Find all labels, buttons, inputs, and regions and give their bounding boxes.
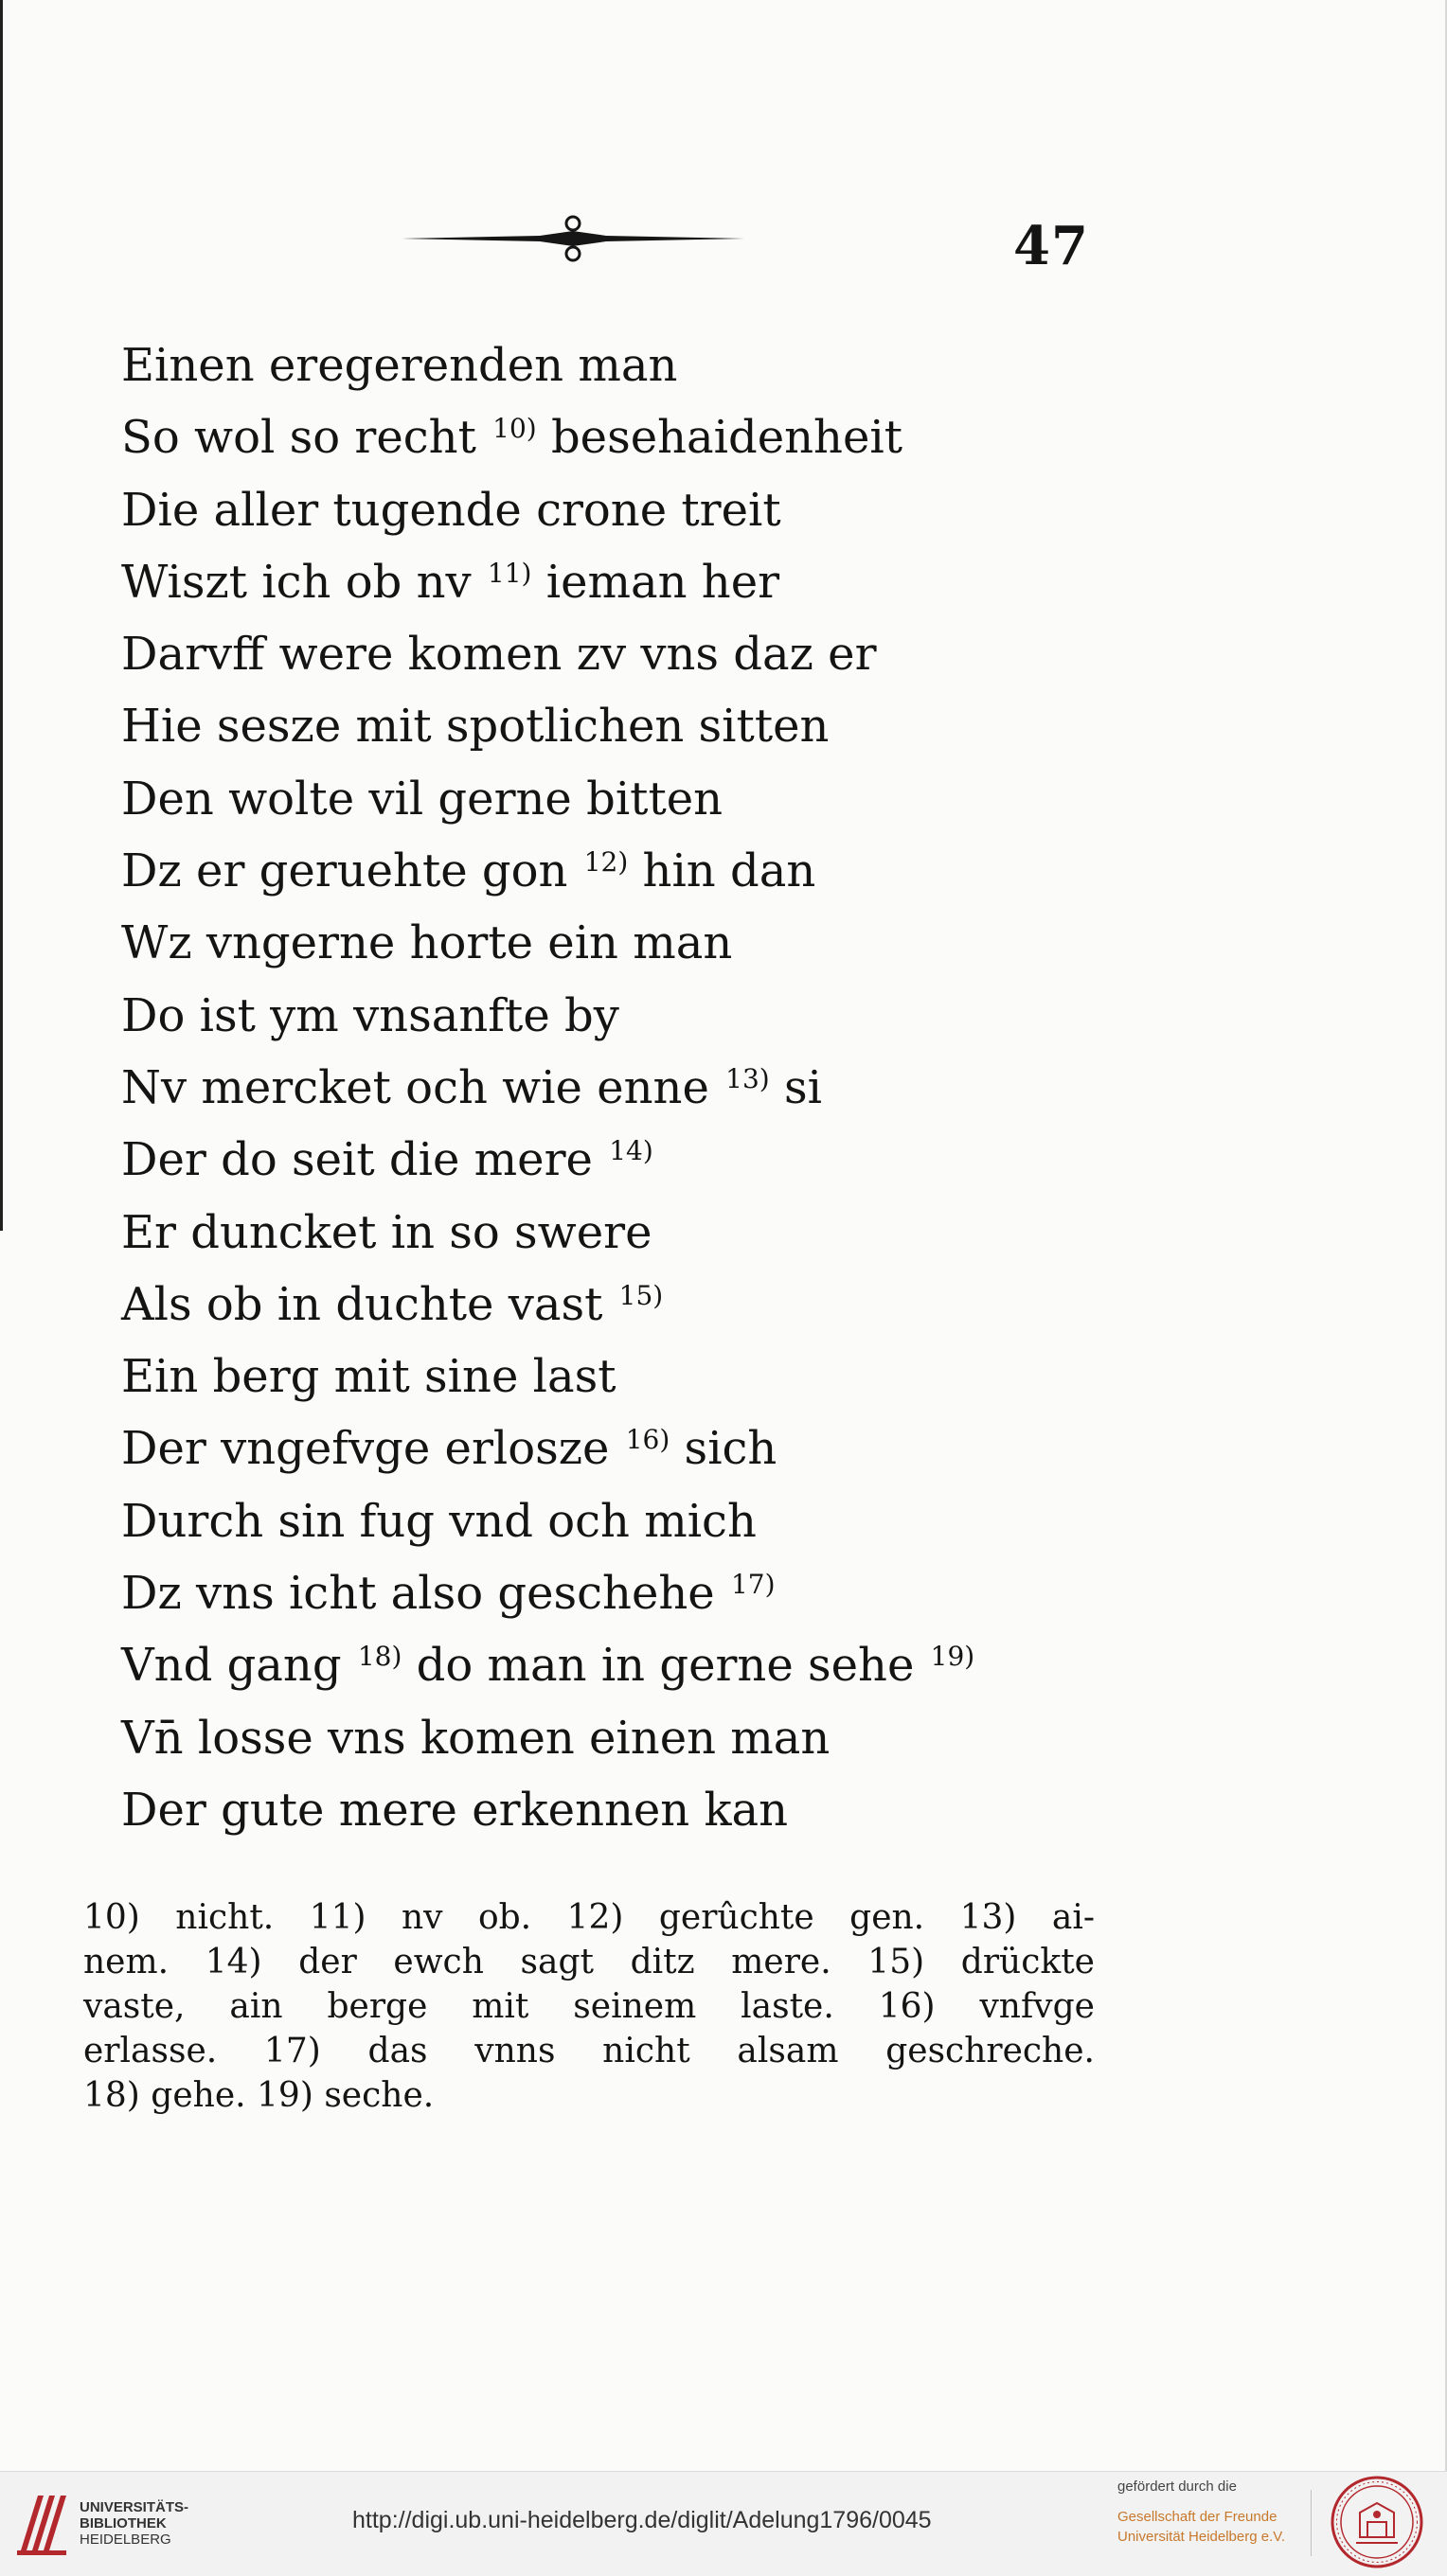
verse-line: [121, 1197, 1116, 1269]
verse-text: Do ist ym vnsanfte by: [121, 988, 619, 1042]
sponsor-name[interactable]: [1117, 2507, 1285, 2547]
verse-line: [121, 401, 1116, 473]
verse-text-continued: hin dan: [628, 844, 816, 898]
verse-text: Wz vngerne horte ein man: [121, 916, 733, 970]
verse-text: Vn̄ losse vns komen einen man: [121, 1711, 831, 1765]
verse-text: Ein berg mit sine last: [121, 1350, 616, 1404]
verse-text-continued: sich: [670, 1422, 777, 1476]
verse-text: Darvff were komen zv vns daz er: [121, 628, 877, 682]
library-name-line3: HEIDELBERG: [80, 2532, 171, 2548]
verse-line: [121, 1052, 1116, 1124]
footer-divider: [1311, 2490, 1312, 2556]
library-name-line1: UNIVERSITÄTS-: [80, 2499, 189, 2515]
footnote-line: 10) nicht. 11) nv ob. 12) gerûchte gen. 13) ai-: [83, 1898, 1095, 1937]
footnote-marker[interactable]: 14): [609, 1135, 653, 1167]
footnote-marker[interactable]: 18): [357, 1641, 402, 1673]
verse-text: Wiszt ich ob nv: [121, 555, 472, 609]
verse-line: [121, 1702, 1116, 1774]
verse-text-continued: ieman her: [531, 555, 780, 609]
verse-line: [121, 1485, 1116, 1557]
verse-line: [121, 690, 1116, 762]
verse-line: [121, 835, 1116, 907]
verse-text-continued: besehaidenheit: [536, 411, 903, 465]
verse-line: [121, 1557, 1116, 1629]
verse-text: Nv mercket och wie enne: [121, 1060, 709, 1114]
verse-line: [121, 980, 1116, 1052]
footnote-marker[interactable]: 12): [583, 846, 629, 879]
footnote-marker[interactable]: 13): [725, 1062, 770, 1094]
footnote-marker[interactable]: 19): [930, 1641, 975, 1673]
verse-text: Der vngefvge erlosze: [121, 1422, 610, 1476]
ornament-rule-icon: [398, 210, 748, 267]
library-name[interactable]: [80, 2499, 188, 2548]
verse-block: [121, 329, 1116, 1846]
footnote-line: nem. 14) der ewch sagt ditz mere. 15) drückte: [83, 1943, 1095, 1981]
verse-line: [121, 474, 1116, 546]
footnote-marker[interactable]: 15): [618, 1279, 664, 1311]
university-seal-icon[interactable]: [1330, 2475, 1424, 2569]
verse-text: Dz er geruehte gon: [121, 844, 568, 898]
verse-text: Vnd gang: [121, 1639, 342, 1693]
footnote-marker[interactable]: 17): [730, 1569, 776, 1601]
footnote-line: erlasse. 17) das vnns nicht alsam geschreche.: [83, 2032, 1095, 2070]
ub-heidelberg-logo-icon[interactable]: [15, 2488, 68, 2558]
verse-text: Als ob in duchte vast: [121, 1277, 603, 1331]
verse-text-continued: si: [769, 1060, 822, 1114]
verse-text: Der do seit die mere: [121, 1133, 593, 1187]
footnote-marker[interactable]: 11): [487, 557, 532, 589]
verse-line: [121, 1269, 1116, 1341]
verse-line: [121, 763, 1116, 835]
verse-text: Hie sesze mit spotlichen sitten: [121, 700, 830, 754]
verse-text: Er duncket in so swere: [121, 1205, 652, 1259]
verse-text: Der gute mere erkennen kan: [121, 1783, 789, 1837]
verse-line: [121, 1341, 1116, 1412]
verse-line: [121, 618, 1116, 690]
footnotes-block: [83, 1895, 1095, 2118]
verse-line: [121, 546, 1116, 618]
verse-line: [121, 329, 1116, 401]
page-number: 47: [1013, 215, 1089, 277]
footnote-marker[interactable]: 10): [492, 413, 537, 445]
verse-line: [121, 1412, 1116, 1484]
footnote-line: 18) gehe. 19) seche.: [83, 2076, 435, 2115]
verse-line: [121, 1124, 1116, 1196]
footnote-marker[interactable]: 16): [625, 1424, 670, 1456]
verse-line: [121, 1629, 1116, 1701]
verse-text: So wol so recht: [121, 411, 476, 465]
sponsor-name-line1: Gesellschaft der Freunde: [1117, 2509, 1277, 2525]
sponsor-name-line2: Universität Heidelberg e.V.: [1117, 2529, 1286, 2545]
verse-line: [121, 1774, 1116, 1846]
verse-text: Dz vns icht also geschehe: [121, 1567, 715, 1621]
verse-text-continued: do man in gerne sehe: [402, 1639, 915, 1693]
verse-text: Die aller tugende crone treit: [121, 483, 781, 537]
library-name-line2: BIBLIOTHEK: [80, 2515, 167, 2532]
source-url-link[interactable]: http://digi.ub.uni-heidelberg.de/diglit/Adelung1796/0045: [352, 2507, 932, 2533]
page-binding-edge: [0, 0, 3, 1231]
verse-text: Einen eregerenden man: [121, 339, 678, 392]
footnote-line: vaste, ain berge mit seinem laste. 16) vnfvge: [83, 1987, 1095, 2026]
verse-text: Den wolte vil gerne bitten: [121, 772, 724, 826]
verse-text: Durch sin fug vnd och mich: [121, 1494, 757, 1548]
sponsor-caption: gefördert durch die: [1117, 2478, 1237, 2495]
verse-line: [121, 907, 1116, 979]
